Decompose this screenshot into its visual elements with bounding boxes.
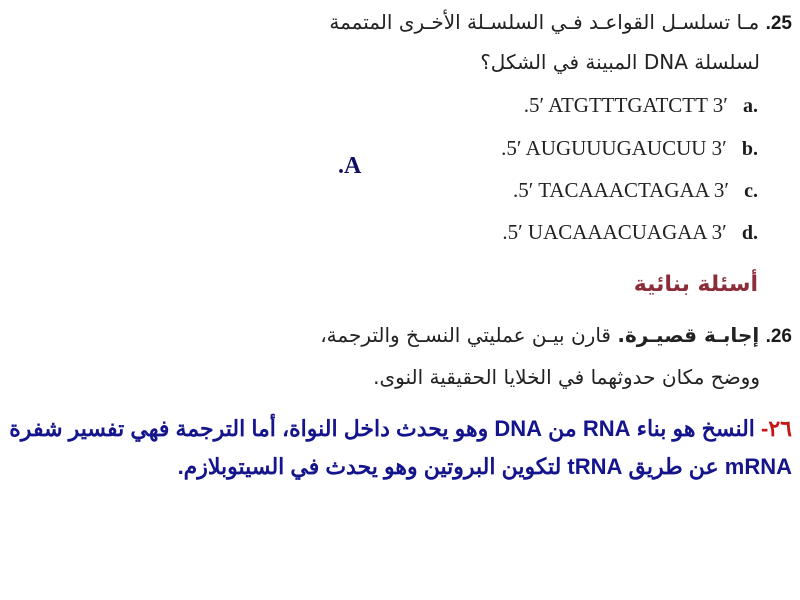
option-a[interactable]	[358, 93, 758, 127]
option-b[interactable]	[358, 136, 758, 170]
option-b-letter: b.	[741, 138, 758, 160]
question-25-line-1	[272, 10, 792, 35]
question-26-text-1: قارن بيـن عمليتي النسـخ والترجمة،	[320, 323, 611, 347]
option-b-sequence: .5′ AUGUUUGAUCUU 3′	[501, 136, 727, 160]
option-a-letter: a.	[743, 95, 758, 117]
answer-mark: .A	[338, 153, 362, 179]
option-d[interactable]	[358, 220, 758, 254]
option-c-letter: c.	[744, 180, 758, 202]
question-26-line-1	[232, 323, 792, 348]
question-26-lead: إجابـة قصيـرة.	[617, 323, 760, 347]
answer-text: النسخ هو بناء RNA من DNA وهو يحدث داخل النواة، أما الترجمة فهي تفسير شفرة mRNA عن طريق tRNA لتكوين البروتين وهو يحدث في السيتوبلازم.	[9, 416, 792, 479]
option-d-sequence: .5′ UACAAACUAGAA 3′	[502, 220, 727, 244]
question-25-line-2: لسلسلة DNA المبينة في الشكل؟	[480, 50, 760, 74]
section-heading: أسئلة بنائية	[633, 272, 758, 297]
option-a-sequence: .5′ ATGTTTGATCTT 3′	[523, 93, 728, 117]
answer-block	[6, 410, 792, 486]
option-d-letter: d.	[741, 222, 758, 244]
option-c[interactable]	[358, 178, 758, 212]
question-26-number: 26.	[765, 326, 792, 347]
question-25-text-1: مـا تسلسـل القواعـد فـي السلسـلة الأخـرى المتممة	[329, 10, 760, 34]
question-26-line-2: ووضح مكان حدوثهما في الخلايا الحقيقية النوى.	[373, 365, 760, 389]
answer-number: ٢٦-	[761, 416, 792, 441]
question-25-number: 25.	[765, 13, 792, 34]
option-c-sequence: .5′ TACAAACTAGAA 3′	[512, 178, 730, 202]
